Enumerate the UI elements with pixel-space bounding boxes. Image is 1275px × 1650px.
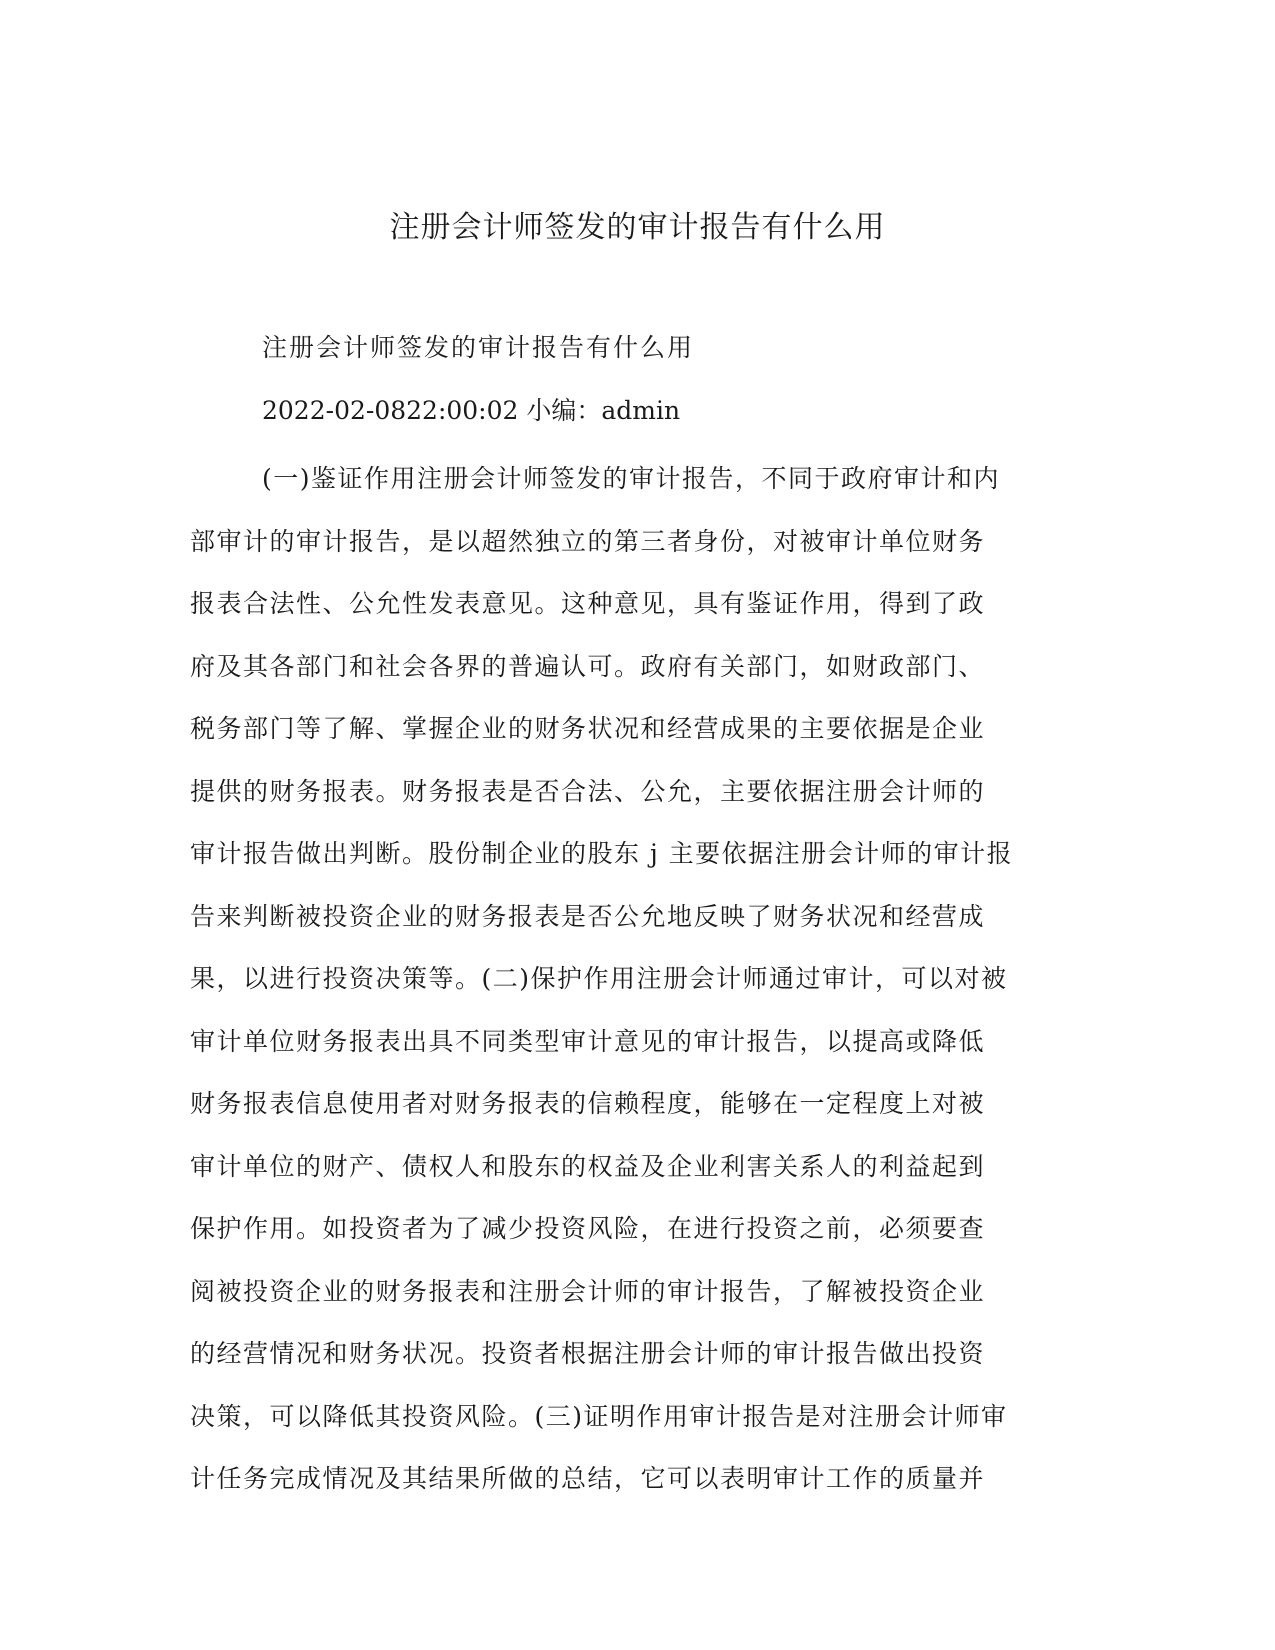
body-line: 告来判断被投资企业的财务报表是否公允地反映了财务状况和经营成 xyxy=(190,901,986,931)
article-body xyxy=(190,448,1090,1511)
body-line: 保护作用。如投资者为了减少投资风险，在进行投资之前，必须要查 xyxy=(190,1214,986,1243)
body-line: 报表合法性、公允性发表意见。这种意见，具有鉴证作用，得到了政 xyxy=(190,589,986,618)
body-line: 计任务完成情况及其结果所做的总结，它可以表明审计工作的质量并 xyxy=(190,1464,986,1493)
body-line: 审计单位财务报表出具不同类型审计意见的审计报告，以提高或降低 xyxy=(190,1026,986,1056)
body-line: 审计报告做出判断。股份制企业的股东 j 主要依据注册会计师的审计报 xyxy=(190,839,1014,868)
article-meta: 2022-02-0822:00:02 小编：admin xyxy=(262,396,681,425)
article-subtitle: 注册会计师签发的审计报告有什么用 xyxy=(262,333,695,362)
body-line: 审计单位的财产、债权人和股东的权益及企业利害关系人的利益起到 xyxy=(190,1151,986,1181)
body-line: 决策，可以降低其投资风险。(三)证明作用审计报告是对注册会计师审 xyxy=(190,1401,1008,1431)
document-title: 注册会计师签发的审计报告有什么用 xyxy=(389,210,886,245)
body-line: (一)鉴证作用注册会计师签发的审计报告，不同于政府审计和内 xyxy=(262,464,1001,493)
body-line: 税务部门等了解、掌握企业的财务状况和经营成果的主要依据是企业 xyxy=(190,714,986,743)
body-line: 府及其各部门和社会各界的普遍认可。政府有关部门，如财政部门、 xyxy=(190,651,986,681)
body-line: 部审计的审计报告，是以超然独立的第三者身份，对被审计单位财务 xyxy=(190,526,986,556)
body-line: 果，以进行投资决策等。(二)保护作用注册会计师通过审计，可以对被 xyxy=(190,964,1008,993)
body-line: 提供的财务报表。财务报表是否合法、公允，主要依据注册会计师的 xyxy=(190,776,986,806)
body-line: 阅被投资企业的财务报表和注册会计师的审计报告，了解被投资企业 xyxy=(190,1276,986,1306)
body-line: 财务报表信息使用者对财务报表的信赖程度，能够在一定程度上对被 xyxy=(190,1089,986,1118)
body-line: 的经营情况和财务状况。投资者根据注册会计师的审计报告做出投资 xyxy=(190,1339,986,1368)
